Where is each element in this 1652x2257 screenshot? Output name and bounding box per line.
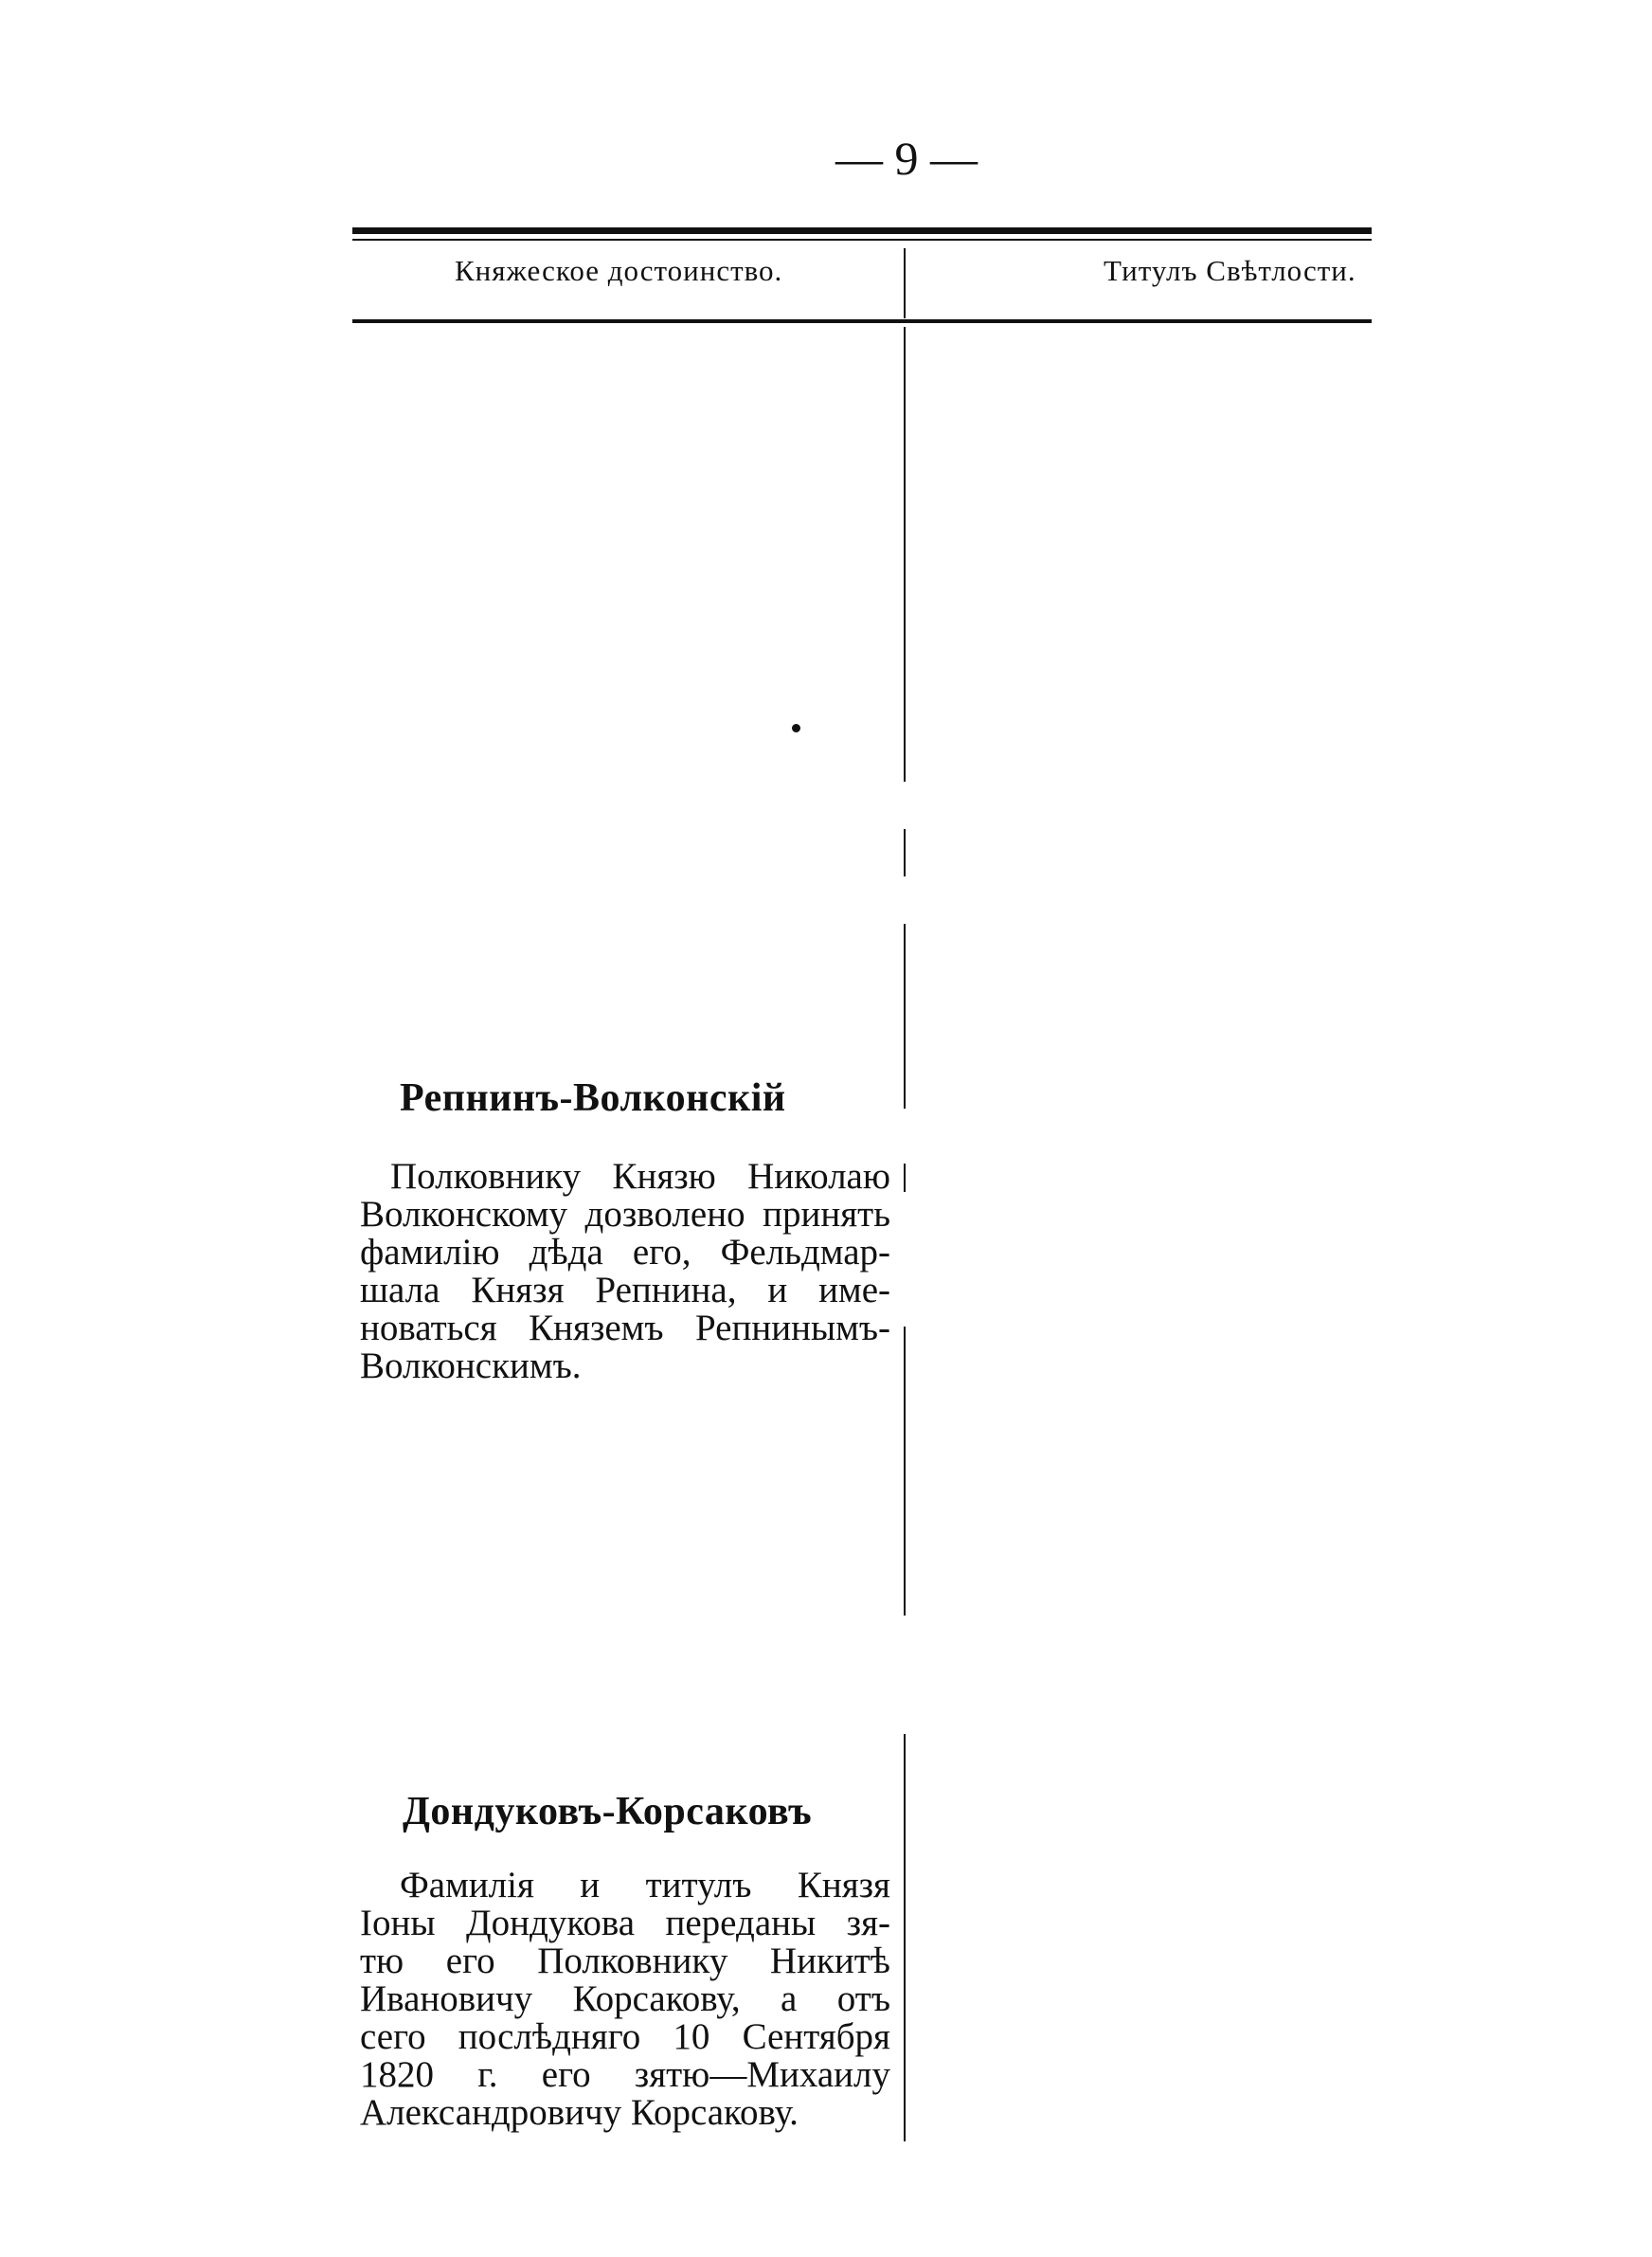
entry-line: Полковнику Князю Николаю: [390, 1156, 890, 1197]
header-rule-thin: [352, 239, 1372, 241]
entry-line: Александровичу Корсакову.: [360, 2092, 799, 2133]
entry-text-repnin-volkonsky: [360, 1158, 890, 1385]
column-divider: [904, 1327, 906, 1616]
column-divider: [904, 248, 906, 318]
entry-line: новаться Княземъ Репнинымъ-: [360, 1308, 890, 1348]
entry-line: Волконскому дозволено принять: [360, 1194, 890, 1235]
column-divider: [904, 829, 906, 876]
entry-line: Фамилія и титулъ Князя: [400, 1865, 890, 1905]
entry-line: тю его Полковнику Никитѣ: [360, 1941, 890, 1981]
entry-line: Ивановичу Корсакову, а отъ: [360, 1978, 890, 2019]
column-header-princely-dignity: Княжеское достоинство.: [455, 254, 783, 287]
entry-text-dondukov-korsakov: [360, 1867, 890, 2132]
column-divider: [904, 924, 906, 1109]
entry-line: 1820 г. его зятю—Михаилу: [360, 2054, 890, 2095]
page-number: — 9 —: [835, 132, 978, 185]
entry-line: фамилію дѣда его, Фельдмар-: [360, 1232, 890, 1273]
entry-line: сего послѣдняго 10 Сентября: [360, 2016, 890, 2057]
entry-line: Іоны Дондукова переданы зя-: [360, 1903, 890, 1943]
header-rule-thick: [352, 227, 1372, 234]
column-header-title-of-serenity: Титулъ Свѣтлости.: [1104, 254, 1356, 287]
column-divider: [904, 1734, 906, 2141]
stray-dot: [792, 724, 800, 732]
entry-line: шала Князя Репнина, и име-: [360, 1270, 890, 1310]
header-rule-bottom: [352, 319, 1372, 323]
entry-title-dondukov-korsakov: Дондуковъ-Корсаковъ: [403, 1790, 813, 1833]
entry-title-repnin-volkonsky: Репнинъ-Волконскій: [400, 1076, 786, 1120]
column-divider: [904, 327, 906, 782]
entry-line: Волконскимъ.: [360, 1345, 582, 1386]
column-divider: [904, 1164, 906, 1192]
